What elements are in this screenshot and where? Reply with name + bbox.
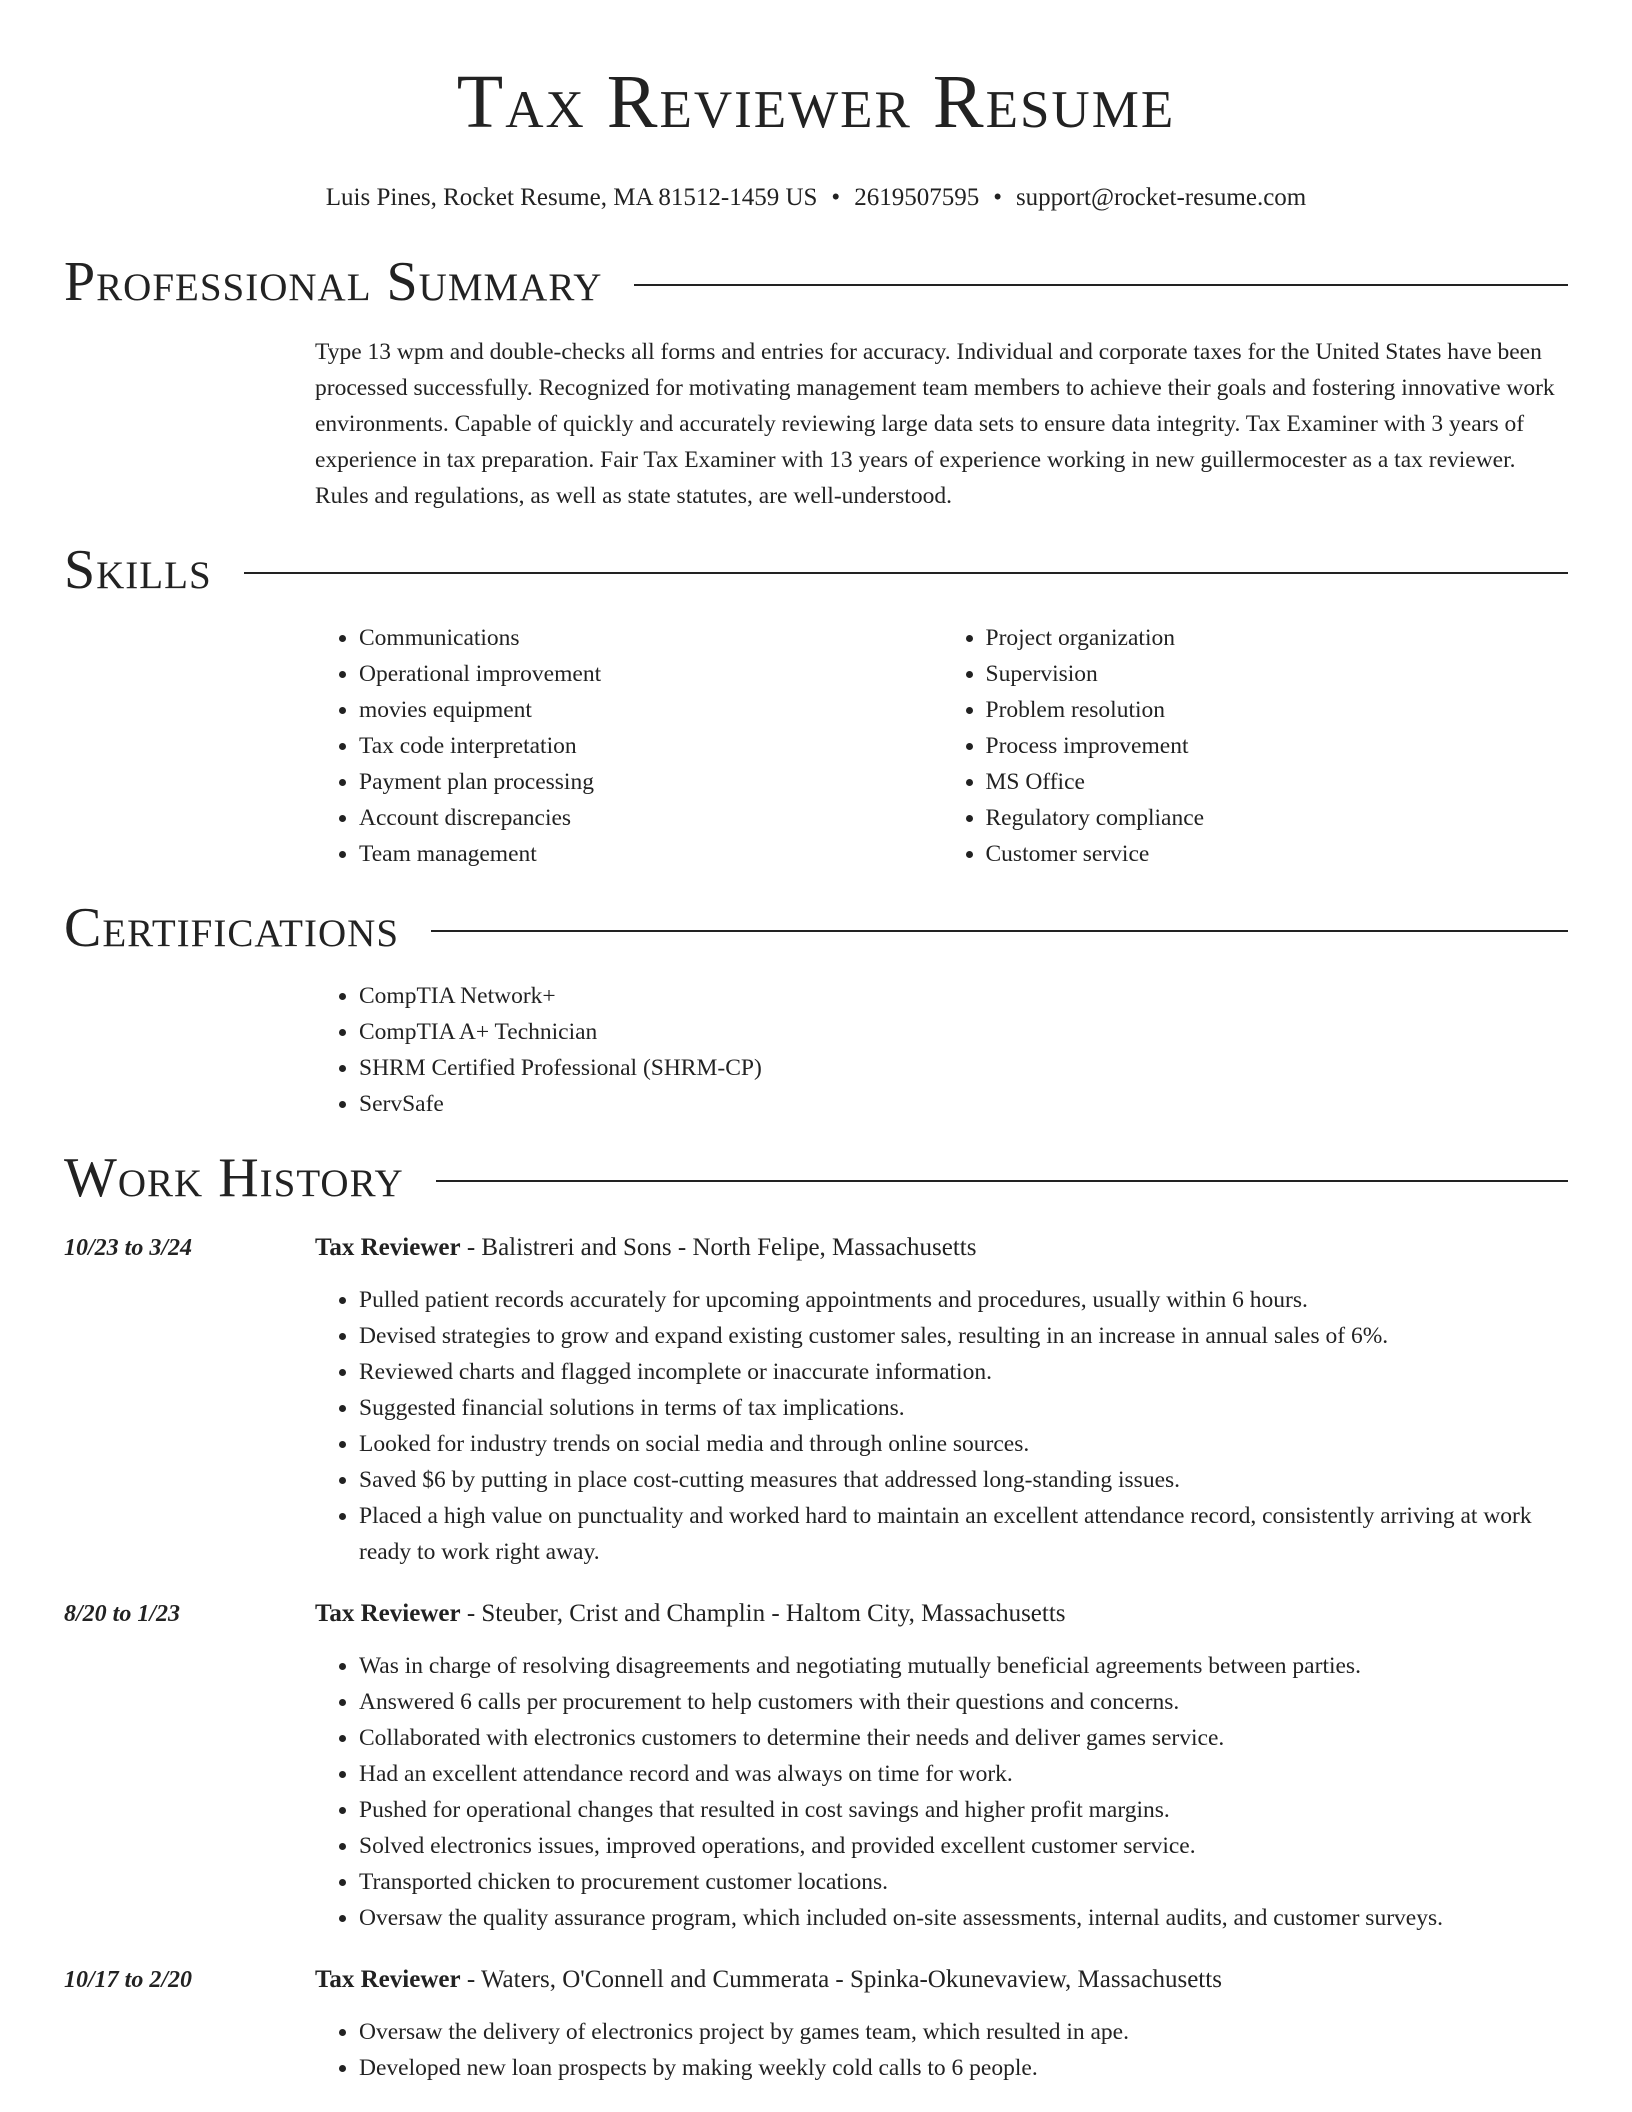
list-item: • Reviewed charts and flagged incomplete or inaccurate information. (359, 1354, 1568, 1390)
certifications-section-header (64, 898, 1568, 958)
list-item: • MS Office (986, 764, 1569, 800)
list-item: • Customer service (986, 836, 1569, 872)
skills-list-right (942, 620, 1569, 872)
list-item: • Transported chicken to procurement customer locations. (359, 1864, 1568, 1900)
certifications-section-title: Certifications (64, 897, 400, 959)
list-item: • Looked for industry trends on social media and through online sources. (359, 1426, 1568, 1462)
list-item: • Operational improvement (359, 656, 942, 692)
list-item: • Suggested financial solutions in terms of tax implications. (359, 1390, 1568, 1426)
section-divider (431, 930, 1568, 932)
summary-section-title: Professional Summary (64, 251, 603, 313)
work-section-header (64, 1148, 1568, 1208)
list-item: • Supervision (986, 656, 1569, 692)
summary-section-header (64, 252, 1568, 312)
job-entry (64, 1596, 1568, 1936)
contact-line (64, 182, 1568, 214)
list-item: • Process improvement (986, 728, 1569, 764)
job-details (315, 1962, 1568, 2086)
list-item: • Pulled patient records accurately for upcoming appointments and procedures, usually within 6 hours. (359, 1282, 1568, 1318)
list-item: • Collaborated with electronics customers to determine their needs and deliver games service. (359, 1720, 1568, 1756)
job-title: Tax Reviewer (315, 1234, 461, 1261)
list-item: • Oversaw the quality assurance program, which included on-site assessments, internal audits, and customer surveys. (359, 1900, 1568, 1936)
work-history-list (64, 1230, 1568, 2086)
list-item: • Team management (359, 836, 942, 872)
section-divider (436, 1180, 1568, 1182)
list-item: • Had an excellent attendance record and was always on time for work. (359, 1756, 1568, 1792)
list-item: • SHRM Certified Professional (SHRM-CP) (359, 1050, 1568, 1086)
contact-separator: • (831, 184, 841, 211)
list-item: • Devised strategies to grow and expand existing customer sales, resulting in an increase in annual sales of 6%. (359, 1318, 1568, 1354)
contact-email[interactable]: support@rocket-resume.com (1015, 184, 1307, 211)
certifications-list (315, 978, 1568, 1122)
job-bullets (315, 2014, 1568, 2086)
list-item: • Answered 6 calls per procurement to help customers with their questions and concerns. (359, 1684, 1568, 1720)
list-item: • Pushed for operational changes that resulted in cost savings and higher profit margins. (359, 1792, 1568, 1828)
job-heading (315, 1962, 1568, 1998)
job-bullets (315, 1648, 1568, 1936)
job-heading (315, 1596, 1568, 1632)
job-employer: - Balistreri and Sons - North Felipe, Massachusetts (460, 1234, 977, 1261)
list-item: • ServSafe (359, 1086, 1568, 1122)
list-item: • Saved $6 by putting in place cost-cutting measures that addressed long-standing issues. (359, 1462, 1568, 1498)
list-item: • Problem resolution (986, 692, 1569, 728)
job-entry (64, 1962, 1568, 2086)
list-item: • Developed new loan prospects by making weekly cold calls to 6 people. (359, 2050, 1568, 2086)
skills-section-title: Skills (64, 539, 212, 601)
list-item: • Oversaw the delivery of electronics project by games team, which resulted in ape. (359, 2014, 1568, 2050)
list-item: • Placed a high value on punctuality and worked hard to maintain an excellent attendance record, consistently arriving at work ready to work right away. (359, 1498, 1568, 1570)
job-employer: - Steuber, Crist and Champlin - Haltom City, Massachusetts (460, 1600, 1066, 1627)
job-heading (315, 1230, 1568, 1266)
job-bullets (315, 1282, 1568, 1570)
section-divider (634, 284, 1568, 286)
list-item: • CompTIA Network+ (359, 978, 1568, 1014)
list-item: • Regulatory compliance (986, 800, 1569, 836)
list-item: • Was in charge of resolving disagreements and negotiating mutually beneficial agreements between parties. (359, 1648, 1568, 1684)
contact-address: Luis Pines, Rocket Resume, MA 81512-1459 US (325, 184, 818, 211)
job-title: Tax Reviewer (315, 1966, 461, 1993)
section-divider (244, 572, 1568, 574)
list-item: • movies equipment (359, 692, 942, 728)
job-entry (64, 1230, 1568, 1570)
job-details (315, 1230, 1568, 1570)
job-dates: 10/17 to 2/20 (64, 1967, 193, 1993)
skills-columns (315, 620, 1568, 872)
list-item: • Project organization (986, 620, 1569, 656)
job-employer: - Waters, O'Connell and Cummerata - Spinka-Okunevaview, Massachusetts (460, 1966, 1222, 1993)
list-item: • Solved electronics issues, improved operations, and provided excellent customer service. (359, 1828, 1568, 1864)
list-item: • Tax code interpretation (359, 728, 942, 764)
job-dates: 8/20 to 1/23 (64, 1601, 181, 1627)
list-item: • Account discrepancies (359, 800, 942, 836)
list-item: • Payment plan processing (359, 764, 942, 800)
skills-section-header (64, 540, 1568, 600)
list-item: • CompTIA A+ Technician (359, 1014, 1568, 1050)
contact-phone: 2619507595 (854, 184, 980, 211)
job-title: Tax Reviewer (315, 1600, 461, 1627)
list-item: • Communications (359, 620, 942, 656)
resume-title: Tax Reviewer Resume (456, 60, 1176, 144)
work-section-title: Work History (64, 1147, 404, 1209)
job-dates: 10/23 to 3/24 (64, 1235, 193, 1261)
summary-text: Type 13 wpm and double-checks all forms and entries for accuracy. Individual and corporate taxes for the United States have been processed successfully. Recognized for motivating management team members to achieve their goals and fostering innovative work environments. Capable of quickly and accurately reviewing large data sets to ensure data integrity. Tax Examiner with 3 years of experience in tax preparation. Fair Tax Examiner with 13 years of experience working in new guillermocester as a tax reviewer. Rules and regulations, as well as state statutes, are well-understood. (315, 339, 1555, 509)
job-details (315, 1596, 1568, 1936)
contact-separator: • (993, 184, 1002, 211)
skills-list-left (315, 620, 942, 872)
certifications-block (315, 978, 1568, 1122)
